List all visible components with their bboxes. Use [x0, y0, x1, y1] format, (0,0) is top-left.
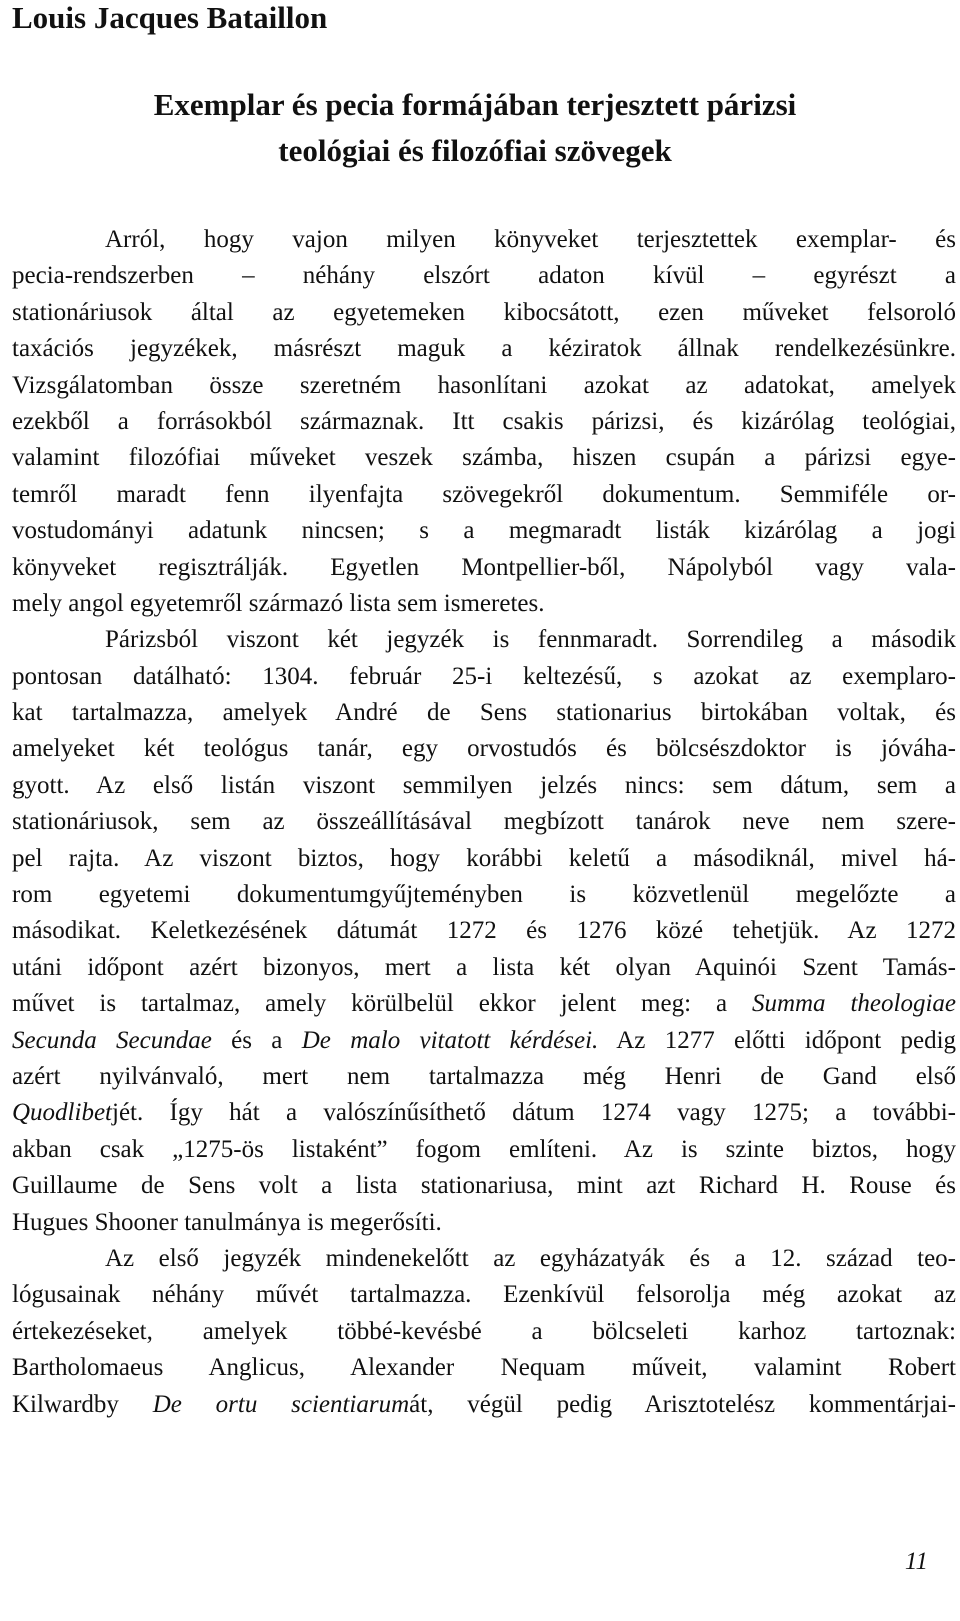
body-line: Az első jegyzék mindenekelőtt az egyházatyák és a 12. század teo-: [105, 1244, 956, 1272]
body-line-text: Az 1277 előtti időpont pedig: [598, 1026, 957, 1054]
article-body: [12, 222, 956, 1423]
body-line: stationáriusok, sem az összeállításával megbízott tanárok neve nem szere-: [12, 808, 956, 836]
body-line: másodikat. Keletkezésének dátumát 1272 és 1276 közé tehetjük. Az 1272: [12, 917, 956, 945]
author-name: Louis Jacques Bataillon: [12, 0, 328, 35]
page-number: 11: [904, 1548, 928, 1575]
body-line: [12, 1387, 956, 1423]
body-line: utáni időpont azért bizonyos, mert a lista két olyan Aquinói Szent Tamás-: [12, 953, 956, 981]
body-line: könyveket regisztrálják. Egyetlen Montpellier-ből, Nápolyból vagy vala-: [12, 553, 956, 581]
body-line: temről maradt fenn ilyenfajta szövegekről dokumentum. Semmiféle or-: [12, 480, 956, 508]
body-line: rom egyetemi dokumentumgyűjteményben is közvetlenül megelőzte a: [12, 881, 956, 909]
article-title-line-2: teológiai és filozófiai szövegek: [278, 133, 672, 168]
body-line: Hugues Shooner tanulmánya is megerősíti.: [12, 1208, 442, 1236]
body-line: pecia-rendszerben – néhány elszórt adaton kívül – egyrészt a: [12, 262, 956, 290]
body-line-text: és a: [211, 1026, 302, 1054]
body-line-text: Kilwardby: [12, 1390, 153, 1418]
body-line: értekezéseket, amelyek többé-kevésbé a bölcseleti karhoz tartoznak:: [12, 1317, 956, 1345]
article-title-line-1: Exemplar és pecia formájában terjesztett párizsi: [153, 87, 797, 122]
body-line: Arról, hogy vajon milyen könyveket terjesztettek exemplar- és: [105, 226, 956, 253]
body-line: pontosan datálható: 1304. február 25-i keltezésű, s azokat az exemplaro-: [12, 662, 956, 690]
body-line: ezekből a forrásokból származnak. Itt csakis párizsi, és kizárólag teológiai,: [12, 407, 956, 435]
body-line-text: művet is tartalmaz, amely körülbelül ekkor jelent meg: a: [12, 990, 752, 1018]
body-line-text: át, végül pedig Arisztotelész kommentárjai-: [409, 1390, 957, 1418]
body-line: [12, 1023, 956, 1059]
body-line: Vizsgálatomban össze szeretném hasonlítani azokat az adatokat, amelyek: [12, 371, 956, 399]
italic-title: De malo vitatott kérdései.: [301, 1026, 599, 1054]
italic-title: Quodlibet: [12, 1099, 112, 1127]
italic-title: De ortu scientiarum: [152, 1390, 410, 1418]
body-line: azért nyilvánvaló, mert nem tartalmazza még Henri de Gand első: [12, 1062, 956, 1090]
body-line: Guillaume de Sens volt a lista stationariusa, mint azt Richard H. Rouse és: [12, 1172, 956, 1200]
body-line: pel rajta. Az viszont biztos, hogy korábbi keletű a másodiknál, mivel há-: [12, 844, 956, 872]
body-line: [12, 1095, 956, 1131]
body-line: amelyeket két teológus tanár, egy orvostudós és bölcsészdoktor is jóváha-: [12, 735, 956, 763]
body-line: taxációs jegyzékek, másrészt maguk a kéziratok állnak rendelkezésünkre.: [12, 335, 956, 363]
body-line: Bartholomaeus Anglicus, Alexander Nequam műveit, valamint Robert: [12, 1354, 956, 1382]
body-line: Párizsból viszont két jegyzék is fennmaradt. Sorrendileg a második: [105, 626, 956, 654]
article-title: [60, 82, 890, 174]
body-line: valamint filozófiai műveket veszek számba, hiszen csupán a párizsi egye-: [12, 444, 956, 472]
body-line: [12, 986, 956, 1022]
italic-title: Secunda Secundae: [12, 1026, 212, 1054]
body-line: mely angol egyetemről származó lista sem ismeretes.: [12, 589, 545, 617]
body-line-text: jét. Így hát a valószínűsíthető dátum 1274 vagy 1275; a további-: [112, 1099, 956, 1127]
body-line: kat tartalmazza, amelyek André de Sens stationarius birtokában voltak, és: [12, 699, 956, 727]
italic-title: Summa theologiae: [751, 990, 956, 1018]
body-line: stationáriusok által az egyetemeken kibocsátott, ezen műveket felsoroló: [12, 298, 956, 326]
body-line: lógusainak néhány művét tartalmazza. Ezenkívül felsorolja még azokat az: [12, 1281, 956, 1309]
body-line: gyott. Az első listán viszont semmilyen jelzés nincs: sem dátum, sem a: [12, 771, 956, 799]
body-line: akban csak „1275-ös listaként” fogom említeni. Az is szinte biztos, hogy: [12, 1135, 956, 1163]
body-line: vostudományi adatunk nincsen; s a megmaradt listák kizárólag a jogi: [12, 517, 956, 545]
